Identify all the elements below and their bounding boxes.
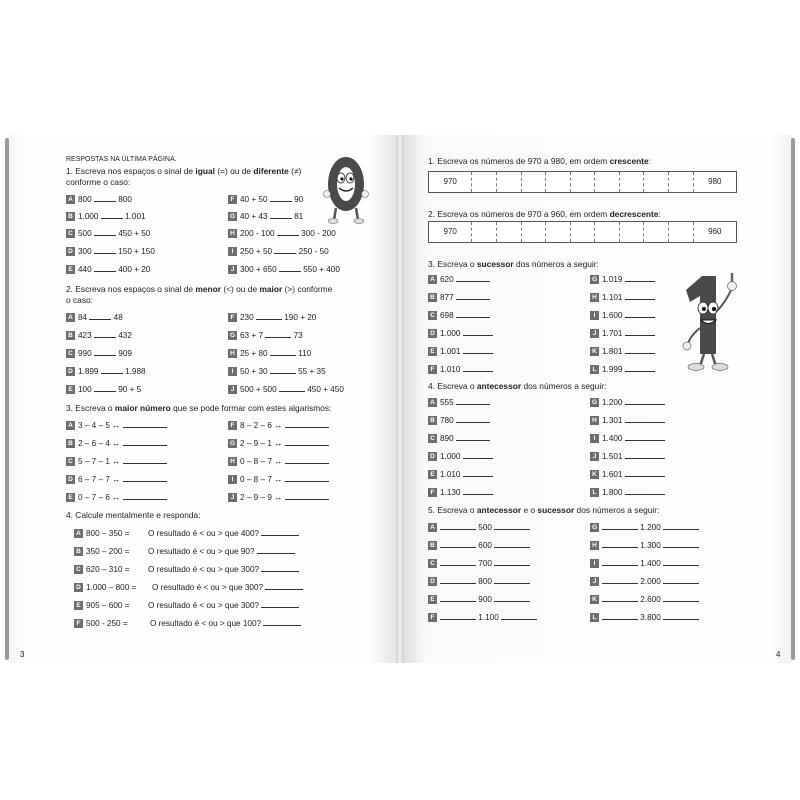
q2-item-e: E 100 90 + 5 — [66, 383, 141, 395]
r-q5-item-c: C 700 — [428, 557, 530, 569]
sequence-blank-cell[interactable] — [644, 172, 669, 192]
r-q5-heading: 5. Escreva o antecessor e o sucessor dos números a seguir: — [428, 505, 660, 515]
answer-blank[interactable] — [663, 539, 699, 548]
page-number-left: 3 — [20, 650, 25, 659]
answer-blank[interactable] — [625, 309, 655, 318]
answer-blank[interactable] — [440, 575, 476, 584]
q2-item-h: H 25 + 80 110 — [228, 347, 311, 359]
q2-heading-line2: o caso: — [66, 295, 94, 305]
one-mascot-illustration — [672, 268, 744, 374]
r-q3-heading: 3. Escreva o sucessor dos números a seguir: — [428, 259, 599, 269]
sequence-blank-cell[interactable] — [571, 172, 596, 192]
answer-blank[interactable] — [456, 414, 490, 423]
r-q3-item-h: H 1.101 — [590, 291, 655, 303]
q4-item-c: C 620 – 310 = O resultado é < ou > que 300? — [74, 563, 299, 575]
answer-blank[interactable] — [274, 245, 296, 254]
q1-heading-line2: conforme o caso: — [66, 177, 131, 187]
sequence-end-cell: 960 — [708, 227, 722, 236]
q1-item-j: J 300 + 650 550 + 400 — [228, 263, 340, 275]
r-q4-heading: 4. Escreva o antecessor dos números a seguir: — [428, 381, 607, 391]
right-page-edge — [791, 138, 795, 660]
answer-blank[interactable] — [256, 311, 282, 320]
r-q4-item-k: K 1.601 — [590, 468, 665, 480]
q1-heading: 1. Escreva nos espaços o sinal de igual (=) ou de diferente (≠) — [66, 166, 302, 176]
answer-blank[interactable] — [625, 327, 655, 336]
answer-blank[interactable] — [625, 396, 665, 405]
r-q4-item-b: B 780 — [428, 414, 490, 426]
r-q5-item-g: G 1.200 — [590, 521, 699, 533]
sequence-blank-cell[interactable] — [669, 222, 694, 242]
answer-blank[interactable] — [625, 432, 665, 441]
answer-blank[interactable] — [123, 419, 167, 428]
answer-blank[interactable] — [440, 611, 476, 620]
r-q4-item-j: J 1.501 — [590, 450, 665, 462]
answer-blank[interactable] — [94, 263, 116, 272]
q1-item-e: E 440 400 + 20 — [66, 263, 150, 275]
q2-item-d: D 1.899 1.988 — [66, 365, 146, 377]
r-q4-item-f: F 1.130 — [428, 486, 493, 498]
answer-blank[interactable] — [261, 599, 299, 608]
q3-heading: 3. Escreva o maior número que se pode formar com estes algarismos: — [66, 403, 332, 413]
sequence-blank-cell[interactable] — [595, 222, 620, 242]
sequence-blank-cell[interactable] — [620, 222, 645, 242]
q1-item-c: C 500 450 + 50 — [66, 227, 150, 239]
answer-blank[interactable] — [94, 347, 116, 356]
r-q5-item-h: H 1.300 — [590, 539, 699, 551]
answer-blank[interactable] — [89, 311, 111, 320]
answer-blank[interactable] — [663, 611, 699, 620]
answer-blank[interactable] — [277, 227, 299, 236]
answer-blank[interactable] — [265, 329, 291, 338]
q1-item-i: I 250 + 50 250 - 50 — [228, 245, 329, 257]
q1-item-d: D 300 150 + 150 — [66, 245, 155, 257]
sequence-blank-cell[interactable] — [472, 222, 497, 242]
r-q4-item-e: E 1.010 — [428, 468, 493, 480]
q2-item-c: C 990 909 — [66, 347, 132, 359]
r-q4-item-g: G 1.200 — [590, 396, 665, 408]
answer-blank[interactable] — [494, 521, 530, 530]
sequence-end-cell: 980 — [708, 177, 722, 186]
q1-item-g: G 40 + 43 81 — [229, 212, 304, 221]
answer-blank[interactable] — [625, 291, 655, 300]
r-q3-item-l: L 1.999 — [590, 363, 655, 375]
answer-blank[interactable] — [625, 345, 655, 354]
answer-blank[interactable] — [456, 309, 490, 318]
q4-item-d: D 1.000 – 800 = O resultado é < ou > que 300? — [74, 581, 303, 593]
q3-item-c: C 5 – 7 – 1 ↔ — [66, 455, 167, 467]
answer-blank[interactable] — [625, 450, 665, 459]
q2-item-j: J 500 + 500 450 + 450 — [228, 383, 344, 395]
sequence-blank-cell[interactable] — [546, 172, 571, 192]
r-q5-item-d: D 800 — [428, 575, 530, 587]
q2-item-b: B 423 432 — [66, 329, 132, 341]
answer-blank[interactable] — [94, 193, 116, 202]
answer-blank[interactable] — [285, 455, 329, 464]
r-q3-item-e: E 1.001 — [428, 345, 493, 357]
answer-blank[interactable] — [261, 527, 299, 536]
r-q3-item-i: I 1.600 — [590, 309, 655, 321]
left-page-edge — [5, 138, 9, 660]
answer-blank[interactable] — [494, 539, 530, 548]
q1-item-f: F 40 + 50 90 — [228, 193, 303, 205]
answer-blank[interactable] — [285, 437, 329, 446]
sequence-start-cell: 970 — [429, 222, 472, 242]
answer-blank[interactable] — [285, 491, 329, 500]
q2-item-f: F 230 190 + 20 — [228, 311, 316, 323]
zero-mascot-illustration — [322, 152, 370, 226]
answer-blank[interactable] — [625, 468, 665, 477]
answer-blank[interactable] — [94, 245, 116, 254]
answer-blank[interactable] — [463, 363, 493, 372]
q1-item-a: A 800 800 — [66, 193, 132, 205]
sequence-blank-cell[interactable] — [522, 222, 547, 242]
q4-item-f: F 500 - 250 = O resultado é < ou > que 100? — [74, 617, 301, 629]
sequence-blank-cell[interactable] — [669, 172, 694, 192]
answer-blank[interactable] — [625, 486, 665, 495]
q1-item-h: H 200 - 100 300 - 200 — [228, 227, 336, 239]
answer-blank[interactable] — [463, 468, 493, 477]
answer-blank[interactable] — [270, 365, 296, 374]
q2-item-a: A 84 48 — [66, 311, 123, 323]
r-q3-item-d: D 1.000 — [428, 327, 493, 339]
sequence-decrescente — [428, 221, 737, 243]
q3-item-e: E 0 – 7 – 6 ↔ — [66, 491, 167, 503]
sequence-crescente — [428, 171, 737, 193]
r-q3-item-g: G 1.019 — [590, 273, 655, 285]
q4-heading: 4. Calcule mentalmente e responda: — [66, 510, 201, 520]
answer-blank[interactable] — [456, 396, 490, 405]
answer-blank[interactable] — [440, 521, 476, 530]
sequence-blank-cell[interactable] — [497, 222, 522, 242]
q3-item-b: B 2 – 6 – 4 ↔ — [66, 437, 167, 449]
q2-item-i: I 50 + 30 55 + 35 — [228, 365, 326, 377]
answer-blank[interactable] — [456, 273, 490, 282]
r-q4-item-d: D 1.000 — [428, 450, 493, 462]
answer-blank[interactable] — [270, 347, 296, 356]
page-number-right: 4 — [776, 650, 781, 659]
q4-item-b: B 350 – 200 = O resultado é < ou > que 90? — [74, 545, 295, 557]
r-q3-item-a: A 620 — [428, 273, 490, 285]
answer-blank[interactable] — [101, 210, 123, 219]
r-q4-item-a: A 555 — [428, 396, 490, 408]
answer-blank[interactable] — [440, 539, 476, 548]
r-q5-item-j: J 2.000 — [590, 575, 699, 587]
answer-blank[interactable] — [625, 273, 655, 282]
answer-blank[interactable] — [602, 521, 638, 530]
answer-blank[interactable] — [123, 437, 167, 446]
book-spine — [396, 135, 404, 663]
q3-item-f: F 8 – 2 – 6 ↔ — [228, 419, 329, 431]
q3-item-a: A 3 – 4 – 5 ↔ — [66, 419, 167, 431]
q1-item-b: B 1.000 1.001 — [66, 210, 146, 222]
r-q5-item-f: F 1.100 — [428, 611, 537, 623]
r-q3-item-k: K 1.801 — [590, 345, 655, 357]
sequence-blank-cell[interactable] — [595, 172, 620, 192]
answer-blank[interactable] — [663, 521, 699, 530]
answer-blank[interactable] — [101, 365, 123, 374]
answer-blank[interactable] — [440, 557, 476, 566]
q2-item-g: G 63 + 7 73 — [229, 331, 303, 340]
sequence-blank-cell[interactable] — [571, 222, 596, 242]
answer-blank[interactable] — [261, 563, 299, 572]
answer-blank[interactable] — [463, 486, 493, 495]
answer-blank[interactable] — [602, 593, 638, 602]
q2-heading: 2. Escreva nos espaços o sinal de menor (<) ou de maior (>) conforme — [66, 284, 333, 294]
q3-item-j: J 2 – 9 – 9 ↔ — [228, 491, 329, 503]
answer-blank[interactable] — [663, 557, 699, 566]
r-q5-item-k: K 2.600 — [590, 593, 699, 605]
answer-blank[interactable] — [494, 593, 530, 602]
answer-blank[interactable] — [463, 345, 493, 354]
answer-blank[interactable] — [263, 617, 301, 626]
q3-item-h: H 0 – 8 – 7 ↔ — [228, 455, 329, 467]
answer-blank[interactable] — [123, 473, 167, 482]
r-q2-heading: 2. Escreva os números de 970 a 960, em ordem decrescente: — [428, 209, 661, 219]
r-q4-item-h: H 1.301 — [590, 414, 665, 426]
answer-blank[interactable] — [257, 545, 295, 554]
sequence-blank-cell[interactable] — [472, 172, 497, 192]
r-q4-item-l: L 1.800 — [590, 486, 665, 498]
answer-blank[interactable] — [602, 575, 638, 584]
answer-blank[interactable] — [663, 575, 699, 584]
answer-blank[interactable] — [494, 557, 530, 566]
sequence-blank-cell[interactable] — [497, 172, 522, 192]
sequence-blank-cell[interactable] — [644, 222, 669, 242]
r-q4-item-i: I 1.400 — [590, 432, 665, 444]
answer-blank[interactable] — [602, 611, 638, 620]
answer-blank[interactable] — [602, 539, 638, 548]
answer-blank[interactable] — [663, 593, 699, 602]
r-q3-item-f: F 1.010 — [428, 363, 493, 375]
sequence-start-cell: 970 — [429, 172, 472, 192]
sequence-blank-cell[interactable] — [620, 172, 645, 192]
r-q5-item-i: I 1.400 — [590, 557, 699, 569]
answer-blank[interactable] — [123, 455, 167, 464]
answer-blank[interactable] — [270, 193, 292, 202]
answer-blank[interactable] — [501, 611, 537, 620]
r-q3-item-j: J 1.701 — [590, 327, 655, 339]
r-q5-item-l: L 3.800 — [590, 611, 699, 623]
r-q5-item-a: A 500 — [428, 521, 530, 533]
answer-blank[interactable] — [602, 557, 638, 566]
sequence-blank-cell[interactable] — [522, 172, 547, 192]
sequence-blank-cell[interactable] — [546, 222, 571, 242]
q3-item-g: G 2 – 9 – 1 ↔ — [228, 437, 329, 449]
r-q5-item-b: B 600 — [428, 539, 530, 551]
r-q3-item-b: B 877 — [428, 291, 490, 303]
r-q4-item-c: C 890 — [428, 432, 490, 444]
answer-blank[interactable] — [123, 491, 167, 500]
q4-item-a: A 800 – 350 = O resultado é < ou > que 400? — [74, 527, 299, 539]
answers-note: RESPOSTAS NA ÚLTIMA PÁGINA. — [66, 156, 177, 163]
answer-blank[interactable] — [463, 327, 493, 336]
answer-blank[interactable] — [625, 363, 655, 372]
q3-item-d: D 6 – 7 – 7 ↔ — [66, 473, 167, 485]
answer-blank[interactable] — [285, 473, 329, 482]
r-q3-item-c: C 698 — [428, 309, 490, 321]
r-q1-heading: 1. Escreva os números de 970 a 980, em ordem crescente: — [428, 156, 652, 166]
answer-blank[interactable] — [94, 383, 116, 392]
answer-blank[interactable] — [456, 432, 490, 441]
q4-item-e: E 905 – 600 = O resultado é < ou > que 300? — [74, 599, 299, 611]
answer-blank[interactable] — [270, 210, 292, 219]
answer-blank[interactable] — [440, 593, 476, 602]
answer-blank[interactable] — [463, 450, 493, 459]
answer-blank[interactable] — [94, 227, 116, 236]
answer-blank[interactable] — [94, 329, 116, 338]
answer-blank[interactable] — [494, 575, 530, 584]
answer-blank[interactable] — [456, 291, 490, 300]
r-q5-item-e: E 900 — [428, 593, 530, 605]
answer-blank[interactable] — [285, 419, 329, 428]
answer-blank[interactable] — [265, 581, 303, 590]
answer-blank[interactable] — [625, 414, 665, 423]
q3-item-i: I 0 – 8 – 7 ↔ — [228, 473, 329, 485]
answer-blank[interactable] — [279, 263, 301, 272]
answer-blank[interactable] — [279, 383, 305, 392]
